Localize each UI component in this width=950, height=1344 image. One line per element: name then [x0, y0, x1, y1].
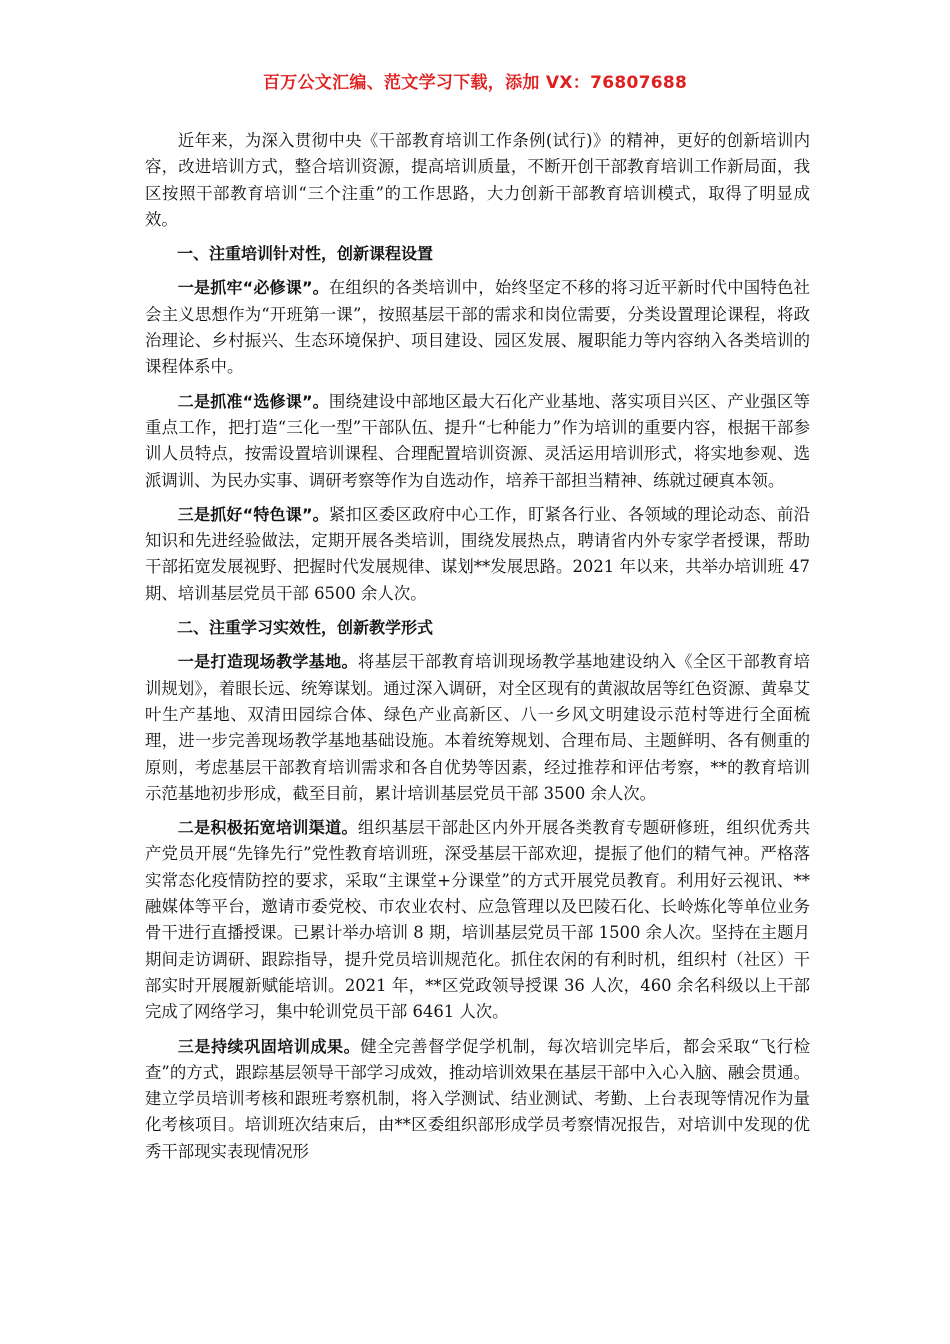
paragraph-body: 将基层干部教育培训现场教学基地建设纳入《全区干部教育培训规划》，着眼长远、统筹谋划。通过深入调研，对全区现有的黄淑故居等红色资源、黄皋艾叶生产基地、双清田园综合体、绿色产业高新区、八一乡风文明建设示范村等进行全面梳理，进一步完善现场教学基地基础设施。本着统筹规划、合理布局、主题鲜明、各有侧重的原则，考虑基层干部教育培训需求和各自优势等因素，经过推荐和评估考察，**的教育培训示范基地初步形成，截至目前，累计培训基层党员干部 3500 余人次。: [145, 652, 810, 803]
paragraph-lead: 二是积极拓宽培训渠道。: [177, 818, 358, 838]
section-2-paragraph-1: [145, 649, 810, 807]
paragraph-body: 紧扣区委区政府中心工作，盯紧各行业、各领域的理论动态、前沿知识和先进经验做法，定期开展各类培训，围绕发展热点，聘请省内外专家学者授课，帮助干部拓宽发展视野、把握时代发展规律、谋划**发展思路。2021 年以来，共举办培训班 47 期、培训基层党员干部 6500 余人次。: [145, 504, 810, 603]
header-banner: 百万公文汇编、范文学习下载，添加 VX：76807688: [262, 73, 688, 93]
paragraph-lead: 三是抓好“特色课”。: [177, 504, 329, 524]
paragraph-body: 健全完善督学促学机制，每次培训完毕后，都会采取“飞行检查”的方式，跟踪基层领导干部学习成效，推动培训效果在基层干部中入心入脑、融会贯通。建立学员培训考核和跟班考察机制，将入学测试、结业测试、考勤、上台表现等情况作为量化考核项目。培训班次结束后，由**区委组织部形成学员考察情况报告，对培训中发现的优秀干部现实表现情况形: [145, 1036, 810, 1161]
section-1-paragraph-2: [145, 389, 810, 494]
paragraph-lead: 三是持续巩固培训成果。: [177, 1036, 361, 1056]
intro-paragraph: 近年来，为深入贯彻中央《干部教育培训工作条例(试行)》的精神，更好的创新培训内容，改进培训方式，整合培训资源，提高培训质量，不断开创干部教育培训工作新局面，我区按照干部教育培训“三个注重”的工作思路，大力创新干部教育培训模式，取得了明显成效。: [145, 131, 810, 229]
paragraph-body: 在组织的各类培训中，始终坚定不移的将习近平新时代中国特色社会主义思想作为“开班第一课”，按照基层干部的需求和岗位需要，分类设置理论课程，将政治理论、乡村振兴、生态环境保护、项目建设、园区发展、履职能力等内容纳入各类培训的课程体系中。: [145, 278, 810, 377]
document-body: [145, 128, 810, 1173]
paragraph-lead: 二是抓准“选修课”。: [177, 391, 329, 411]
section-1-paragraph-1: [145, 275, 810, 380]
section-2-heading: 二、注重学习实效性，创新教学形式: [177, 618, 434, 638]
paragraph-lead: 一是抓牢“必修课”。: [177, 278, 329, 298]
paragraph-body: 组织基层干部赴区内外开展各类教育专题研修班，组织优秀共产党员开展“先锋先行”党性教育培训班，深受基层干部欢迎，提振了他们的精气神。严格落实常态化疫情防控的要求，采取“主课堂+分课堂”的方式开展党员教育。利用好云视讯、**融媒体等平台，邀请市委党校、市农业农村、应急管理以及巴陵石化、长岭炼化等单位业务骨干进行直播授课。已累计举办培训 8 期，培训基层党员干部 1500 余人次。坚持在主题月期间走访调研、跟踪指导，提升党员培训规范化。抓住农闲的有利时机，组织村（社区）干部实时开展履新赋能培训。2021 年，**区党政领导授课 36 人次，460 余名科级以上干部完成了网络学习，集中轮训党员干部 6461 人次。: [145, 818, 810, 1022]
section-2-paragraph-3: [145, 1034, 810, 1165]
section-1-heading: 一、注重培训针对性，创新课程设置: [177, 244, 434, 264]
paragraph-lead: 一是打造现场教学基地。: [177, 652, 358, 672]
paragraph-body: 围绕建设中部地区最大石化产业基地、落实项目兴区、产业强区等重点工作，把打造“三化一型”干部队伍、提升“七种能力”作为培训的重要内容，根据干部参训人员特点，按需设置培训课程、合理配置培训资源、灵活运用培训形式，将实地参观、选派调训、为民办实事、调研考察等作为自选动作，培养干部担当精神、练就过硬真本领。: [145, 391, 810, 490]
section-2-paragraph-2: [145, 815, 810, 1025]
section-1-paragraph-3: [145, 502, 810, 607]
